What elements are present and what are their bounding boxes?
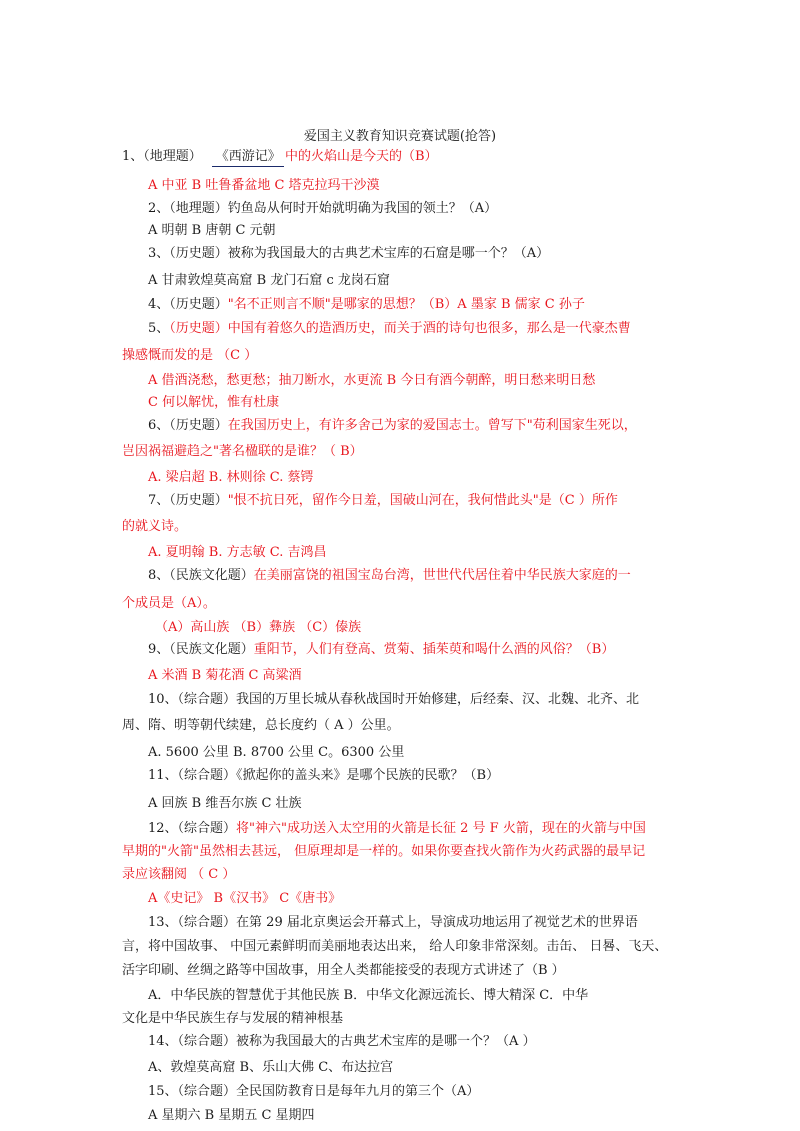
question-line: 11、（综合题）《掀起你的盖头来》是哪个民族的民歌？（B） bbox=[148, 768, 500, 783]
answer-line: （A）高山族 （B）彝族 （C）傣族 bbox=[155, 620, 362, 635]
question-text: 在美丽富饶的祖国宝岛台湾，世世代代居住着中华民族大家庭的一 bbox=[253, 568, 631, 583]
answer-line: A．中华民族的智慧优于其他民族 B．中华文化源远流长、博大精深 C．中华 bbox=[148, 988, 589, 1003]
answer-line: A 借酒浇愁，愁更愁；抽刀断水，水更流 B 今日有酒今朝醉，明日愁来明日愁 bbox=[148, 373, 596, 388]
question-continuation: 个成员是（A）。 bbox=[122, 596, 216, 611]
question-line: 15、（综合题）全民国防教育日是每年九月的第三个（A） bbox=[148, 1084, 480, 1099]
answer-line: A 米酒 B 菊花酒 C 高粱酒 bbox=[148, 668, 302, 683]
answer-continuation: 文化是中华民族生存与发展的精神根基 bbox=[122, 1011, 344, 1026]
question-1-text: 中的火焰山是今天的（B） bbox=[284, 149, 438, 164]
question-category: 6、（历史题） bbox=[148, 418, 228, 433]
question-line bbox=[148, 320, 631, 338]
answer-line: A 回族 B 维吾尔族 C 壮族 bbox=[148, 796, 302, 811]
answer-line: A 中亚 B 吐鲁番盆地 C 塔克拉玛干沙漠 bbox=[148, 178, 380, 193]
question-line: 10、（综合题）我国的万里长城从春秋战国时开始修建，后经秦、汉、北魏、北齐、北 bbox=[148, 692, 640, 707]
question-line bbox=[148, 567, 631, 585]
question-line bbox=[148, 296, 585, 314]
question-continuation: 言，将中国故事、 中国元素鲜明而美丽地表达出来， 给人印象非常深刻。击缶、 日晷、飞天、 bbox=[122, 939, 668, 954]
answer-line: A 甘肃敦煌莫高窟 B 龙门石窟 c 龙岗石窟 bbox=[148, 273, 390, 288]
question-category: 8、（民族文化题） bbox=[148, 568, 254, 583]
question-continuation: 活字印刷、丝绸之路等中国故事，用全人类都能接受的表现方式讲述了（B ） bbox=[122, 963, 565, 978]
underline-mark bbox=[212, 166, 284, 167]
question-continuation: 周、隋、明等朝代续建，总长度约（ A ）公里。 bbox=[122, 718, 400, 733]
question-continuation: 早期的"火箭"虽然相去甚远， 但原理却是一样的。如果你要查找火箭作为火药武器的最早记 bbox=[122, 844, 646, 859]
question-line bbox=[148, 820, 646, 838]
answer-line: A. 夏明翰 B. 方志敏 C. 吉鸿昌 bbox=[148, 545, 327, 560]
question-line bbox=[148, 417, 637, 435]
answer-line: A、敦煌莫高窟 B、乐山大佛 C、布达拉宫 bbox=[148, 1060, 394, 1075]
question-1-book-title: 《西游记》 bbox=[215, 149, 281, 164]
answer-line: A《史记》 B《汉书》 C《唐书》 bbox=[148, 891, 342, 906]
question-category: 4、（历史题） bbox=[148, 297, 228, 312]
question-text: 将"神六"成功送入太空用的火箭是长征 2 号 F 火箭，现在的火箭与中国 bbox=[236, 821, 646, 836]
question-continuation: 录应该翻阅 （ C ） bbox=[122, 867, 236, 882]
question-continuation: 岂因祸福避趋之"著名楹联的是谁？（ B） bbox=[122, 444, 363, 459]
question-continuation: 的就义诗。 bbox=[122, 519, 188, 534]
question-1 bbox=[122, 148, 438, 166]
question-text: （历史题）中国有着悠久的造酒历史，而关于酒的诗句也很多，那么是一代豪杰曹 bbox=[169, 321, 631, 336]
question-continuation: 操感慨而发的是 （C ） bbox=[122, 348, 258, 363]
question-text: "名不正则言不顺"是哪家的思想？（B）A 墨家 B 儒家 C 孙子 bbox=[227, 297, 585, 312]
answer-line: A 星期六 B 星期五 C 星期四 bbox=[148, 1108, 315, 1123]
document-title: 爱国主义教育知识竞赛试题(抢答) bbox=[303, 129, 497, 144]
question-line bbox=[148, 641, 614, 659]
answer-line: A. 5600 公里 B. 8700 公里 C。6300 公里 bbox=[148, 745, 405, 760]
question-line: 14、（综合题）被称为我国最大的古典艺术宝库的是哪一个？（A ） bbox=[148, 1034, 536, 1049]
question-line: 13、（综合题）在第 29 届北京奥运会开幕式上，导演成功地运用了视觉艺术的世界语 bbox=[148, 915, 638, 930]
question-text: 在我国历史上，有许多舍己为家的爱国志士。曾写下"苟利国家生死以， bbox=[227, 418, 637, 433]
question-category: 7、（历史题） bbox=[148, 493, 228, 508]
answer-line: A. 梁启超 B. 林则徐 C. 蔡锷 bbox=[148, 470, 314, 485]
answer-line: C 何以解忧，惟有杜康 bbox=[148, 395, 280, 410]
question-line bbox=[148, 492, 618, 510]
question-text: "恨不抗日死，留作今日羞，国破山河在，我何惜此头"是（C ）所作 bbox=[227, 493, 618, 508]
question-category: 12、（综合题） bbox=[148, 821, 237, 836]
question-1-category: 1、（地理题） bbox=[122, 149, 202, 164]
question-line: 3、（历史题）被称为我国最大的古典艺术宝库的石窟是哪一个？（A） bbox=[148, 246, 550, 261]
question-text: 重阳节，人们有登高、赏菊、插茱萸和喝什么酒的风俗？（B） bbox=[253, 642, 615, 657]
answer-line: A 明朝 B 唐朝 C 元朝 bbox=[148, 223, 276, 238]
question-category: 5、 bbox=[148, 321, 170, 336]
question-category: 9、（民族文化题） bbox=[148, 642, 254, 657]
question-line: 2、（地理题）钓鱼岛从何时开始就明确为我国的领土？（A） bbox=[148, 201, 498, 216]
